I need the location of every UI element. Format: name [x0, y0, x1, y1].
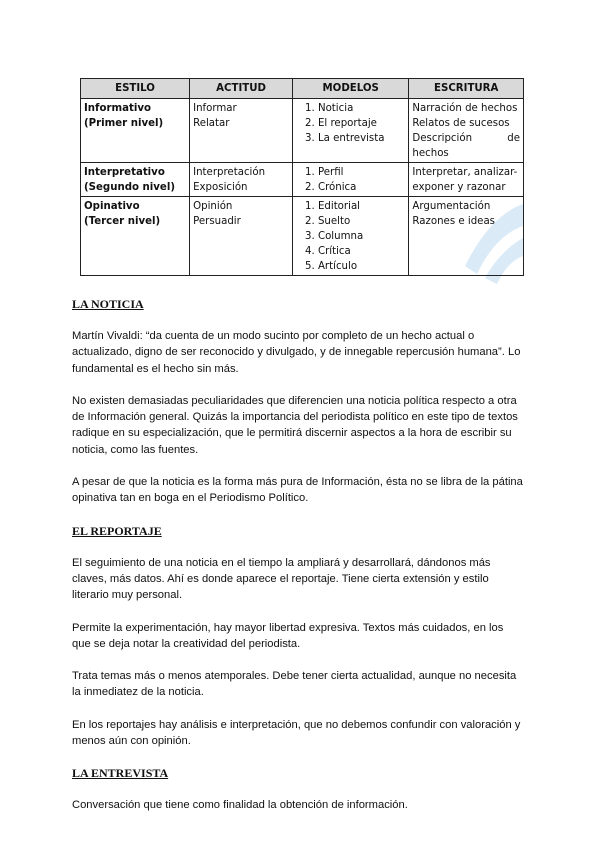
- table-row: [81, 197, 524, 276]
- cell-line: hechos: [412, 148, 449, 159]
- cell-line: Argumentación: [412, 201, 491, 212]
- cell-line: (Tercer nivel): [84, 216, 161, 227]
- cell-line: 2. El reportaje: [305, 118, 377, 129]
- escritura-cell: [409, 197, 524, 276]
- cell-line: Informativo: [84, 103, 151, 114]
- section-title-entrevista: LA ENTREVISTA: [72, 766, 169, 781]
- cell-line: 2. Crónica: [305, 182, 357, 193]
- modelos-cell: [293, 197, 409, 276]
- cell-line: Opinión: [193, 201, 233, 212]
- header-modelos: MODELOS: [293, 79, 409, 99]
- header-estilo: ESTILO: [81, 79, 190, 99]
- header-actitud: ACTITUD: [190, 79, 293, 99]
- section-title-noticia: LA NOTICIA: [72, 297, 144, 311]
- paragraph: Martín Vivaldi: “da cuenta de un modo sucinto por completo de un hecho actual o actualizado, digno de ser reconocido y divulgado, y de innegable repercusión humana”. Lo fundamental es el hecho sin más.: [72, 330, 521, 375]
- paragraph: Conversación que tiene como finalidad la obtención de información.: [72, 799, 408, 812]
- cell-line: exponer y razonar: [412, 182, 506, 193]
- cell-line: 5. Artículo: [305, 261, 358, 272]
- cell-line: Descripción de: [412, 133, 520, 144]
- cell-line: 3. Columna: [305, 231, 364, 242]
- document-body: [72, 296, 524, 830]
- paragraph: Permite la experimentación, hay mayor libertad expresiva. Textos más cuidados, en los que se deja notar la creatividad del periodista.: [72, 621, 504, 650]
- cell-line: 1. Noticia: [305, 103, 354, 114]
- paragraph: En los reportajes hay análisis e interpretación, que no debemos confundir con valoración y menos aún con opinión.: [72, 718, 521, 748]
- estilo-cell: [81, 197, 190, 276]
- cell-line: 1. Perfil: [305, 167, 344, 178]
- cell-line: 3. La entrevista: [305, 133, 385, 144]
- modelos-cell: [293, 99, 409, 163]
- table-header-row: [81, 79, 524, 99]
- table-row: [81, 99, 524, 163]
- paragraph: Trata temas más o menos atemporales. Debe tener cierta actualidad, aunque no necesita la inmediatez de la noticia.: [72, 670, 517, 699]
- actitud-cell: [190, 99, 293, 163]
- actitud-cell: [190, 163, 293, 197]
- cell-line: (Segundo nivel): [84, 182, 175, 193]
- paragraph: A pesar de que la noticia es la forma más pura de Información, ésta no se libra de la pátina opinativa tan en boga en el Periodismo Político.: [72, 476, 523, 505]
- cell-line: Razones e ideas: [412, 216, 495, 227]
- cell-line: (Primer nivel): [84, 118, 164, 129]
- cell-line: Informar: [193, 103, 237, 114]
- table-row: [81, 163, 524, 197]
- cell-line: 2. Suelto: [305, 216, 351, 227]
- header-escritura: ESCRITURA: [409, 79, 524, 99]
- cell-line: Relatar: [193, 118, 230, 129]
- cell-line: Opinativo: [84, 201, 140, 212]
- escritura-cell: [409, 163, 524, 197]
- cell-line: 4. Crítica: [305, 246, 351, 257]
- cell-line: Interpretación: [193, 167, 266, 178]
- estilo-cell: [81, 163, 190, 197]
- cell-line: Interpretar, analizar-: [412, 167, 518, 178]
- paragraph: El seguimiento de una noticia en el tiempo la ampliará y desarrollará, dándonos más claves, más datos. Ahí es donde aparece el reportaje. Tiene cierta extensión y estilo literario muy personal.: [72, 556, 491, 602]
- modelos-cell: [293, 163, 409, 197]
- styles-table: [80, 78, 524, 276]
- escritura-cell: [409, 99, 524, 163]
- cell-line: Narración de hechos: [412, 103, 518, 114]
- cell-line: Interpretativo: [84, 167, 165, 178]
- cell-line: Exposición: [193, 182, 248, 193]
- section-title-reportaje: EL REPORTAJE: [72, 523, 162, 538]
- cell-line: 1. Editorial: [305, 201, 361, 212]
- paragraph: No existen demasiadas peculiaridades que diferencien una noticia política respecto a otra de Información general. Quizás la importancia del periodista político en este tipo de textos radique en su especialización, que le permitirá discernir aspectos a la hora de escribir su noticia, como las fuentes.: [72, 394, 518, 456]
- estilo-cell: [81, 99, 190, 163]
- actitud-cell: [190, 197, 293, 276]
- cell-line: Relatos de sucesos: [412, 118, 510, 129]
- cell-line: Persuadir: [193, 216, 241, 227]
